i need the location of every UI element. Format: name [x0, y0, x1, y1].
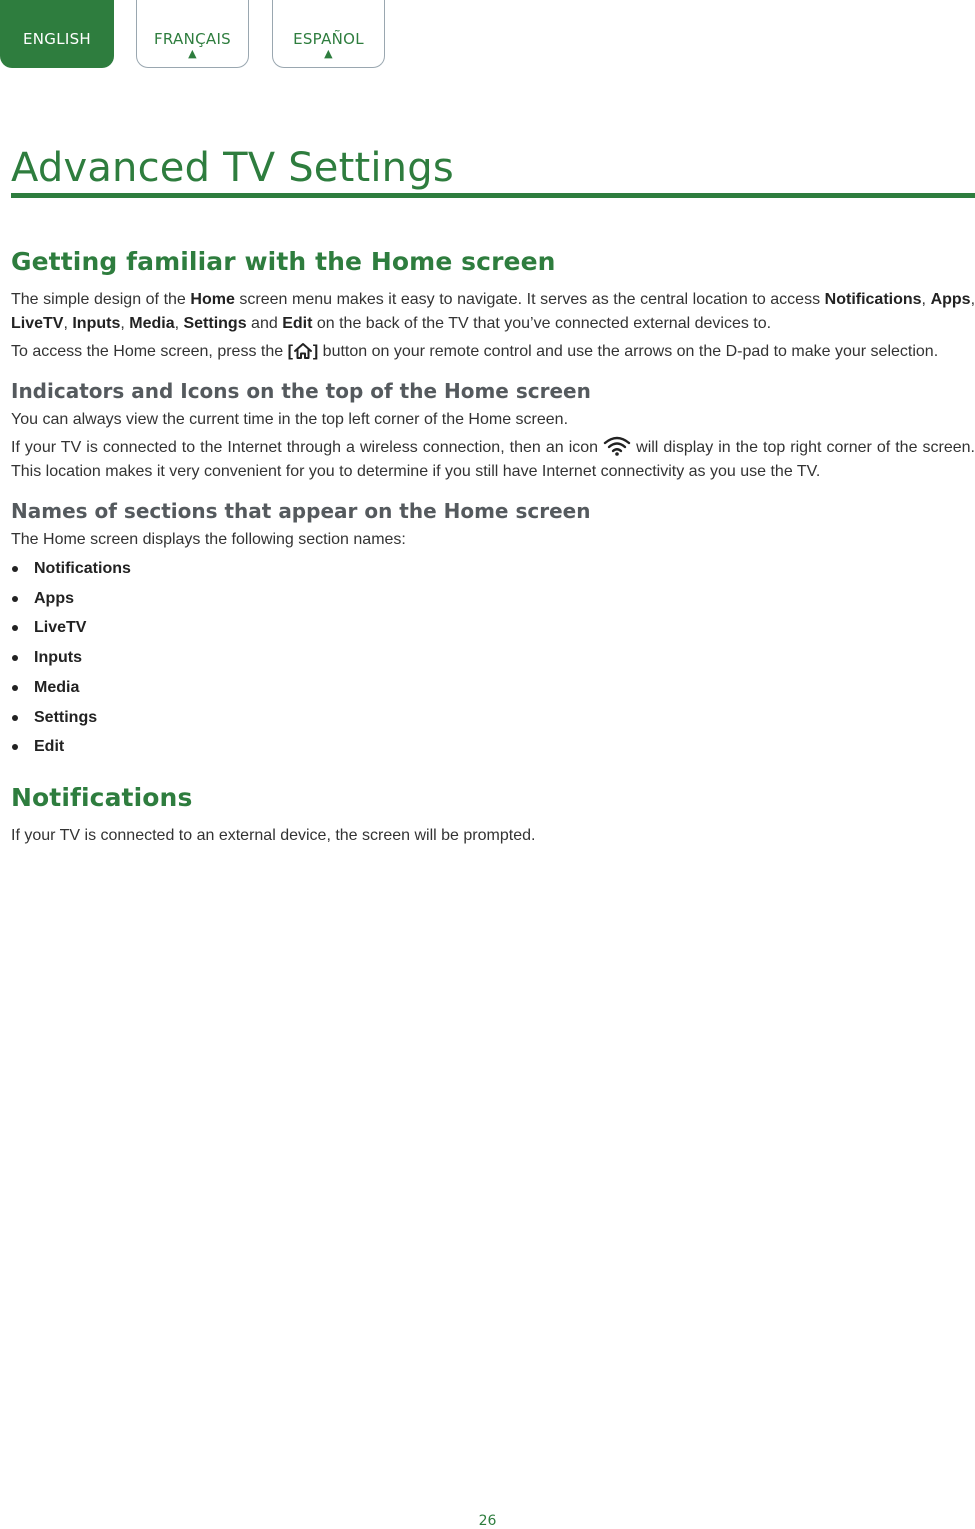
page-number: 26: [478, 1513, 497, 1529]
tab-francais[interactable]: [136, 0, 249, 68]
list-item: Apps: [11, 584, 975, 614]
list-item: Inputs: [11, 643, 975, 673]
paragraph-wifi: If your TV is connected to the Internet through a wireless connection, then an icon will display in the top right corner of the screen. This location makes it very convenient for you to determine if you still have Internet connectivity as you use the TV.: [11, 436, 975, 484]
subheading-section-names: Names of sections that appear on the Home screen: [11, 499, 591, 523]
language-tabs: [0, 0, 400, 70]
paragraph-notifications: If your TV is connected to an external device, the screen will be prompted.: [11, 826, 536, 844]
term-livetv: LiveTV: [11, 315, 64, 332]
wifi-icon: [603, 436, 631, 456]
section-names-list: [11, 554, 975, 762]
term-apps: Apps: [930, 291, 971, 308]
tab-english[interactable]: [0, 0, 114, 68]
title-divider: [11, 193, 975, 198]
section-heading-home-screen: Getting familiar with the Home screen: [11, 247, 556, 276]
paragraph-home-access: To access the Home screen, press the [ ] button on your remote control and use the arrows on the D-pad to make your selection.: [11, 343, 939, 360]
term-home: Home: [190, 291, 235, 308]
triangle-up-icon: ▲: [324, 47, 333, 60]
term-settings: Settings: [183, 315, 247, 332]
term-edit: Edit: [282, 315, 313, 332]
term-notifications: Notifications: [824, 291, 922, 308]
home-icon: [293, 342, 313, 360]
page-title: Advanced TV Settings: [11, 145, 454, 191]
tab-english-label: ENGLISH: [22, 30, 91, 48]
section-heading-notifications: Notifications: [11, 782, 193, 812]
paragraph-home-intro: The simple design of the Home screen menu makes it easy to navigate. It serves as the central location to access Notifications, Apps, LiveTV, Inputs, Media, Settings and Edit on the back of the TV that you’ve connected external devices to.: [11, 291, 975, 332]
tab-espanol[interactable]: [272, 0, 385, 68]
list-item: LiveTV: [11, 613, 975, 643]
tab-francais-label: FRANÇAIS: [153, 30, 231, 48]
term-inputs: Inputs: [72, 315, 121, 332]
list-item: Settings: [11, 703, 975, 733]
subheading-indicators: Indicators and Icons on the top of the Home screen: [11, 379, 591, 403]
list-item: Edit: [11, 732, 975, 762]
paragraph-current-time: You can always view the current time in the top left corner of the Home screen.: [11, 411, 569, 428]
tab-espanol-label: ESPAÑOL: [293, 30, 364, 48]
paragraph-section-names-intro: The Home screen displays the following section names:: [11, 531, 406, 548]
main-content: [11, 240, 975, 848]
triangle-up-icon: ▲: [188, 47, 197, 60]
list-item: Notifications: [11, 554, 975, 584]
term-media: Media: [129, 315, 175, 332]
list-item: Media: [11, 673, 975, 703]
